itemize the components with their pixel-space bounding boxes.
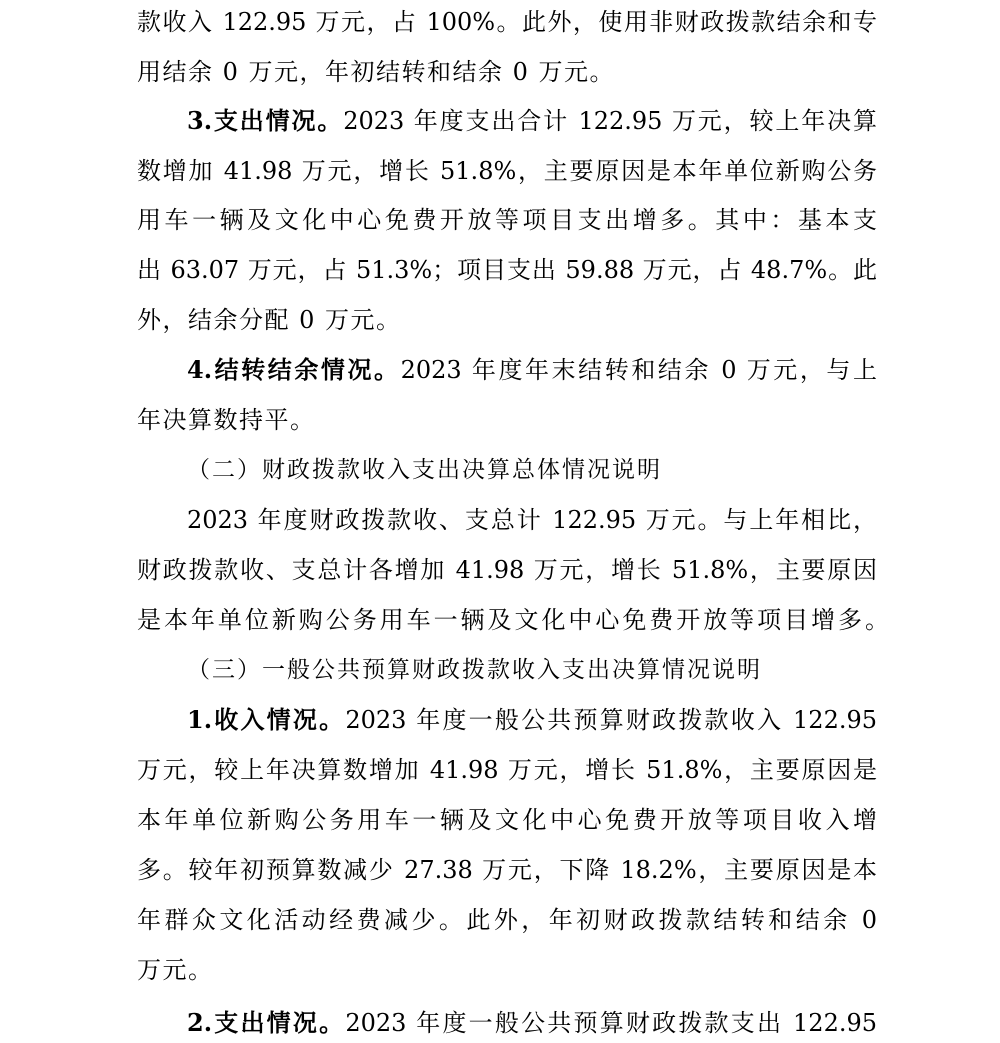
paragraph-line xyxy=(137,52,877,92)
line-text: 2023 年度年末结转和结余 0 万元，与上 xyxy=(400,356,877,384)
line-text: 2023 年度一般公共预算财政拨款收入 122.95 xyxy=(345,706,878,734)
line-text: 外，结余分配 0 万元。 xyxy=(137,306,402,334)
line-text: 用车一辆及文化中心免费开放等项目支出增多。其中：基本支 xyxy=(137,206,877,234)
paragraph-line xyxy=(137,850,877,890)
paragraph-line xyxy=(137,400,877,440)
paragraph-line xyxy=(137,2,877,42)
paragraph-line xyxy=(137,800,877,840)
line-text: 款收入 122.95 万元，占 100%。此外，使用非财政拨款结余和专 xyxy=(137,8,877,36)
line-text: 数增加 41.98 万元，增长 51.8%，主要原因是本年单位新购公务 xyxy=(137,157,877,185)
paragraph-line xyxy=(137,900,877,940)
subsection-heading xyxy=(187,450,907,490)
paragraph-line xyxy=(187,1003,877,1043)
subsection-heading xyxy=(187,650,797,690)
paragraph-line xyxy=(187,350,877,390)
line-text: 2023 年度一般公共预算财政拨款支出 122.95 xyxy=(345,1009,878,1037)
line-text: 年决算数持平。 xyxy=(137,406,316,434)
paragraph-line xyxy=(187,700,877,740)
line-text: 是本年单位新购公务用车一辆及文化中心免费开放等项目增多。 xyxy=(137,606,889,634)
paragraph-line xyxy=(137,600,889,640)
section-heading: 2.支出情况。 xyxy=(187,1008,346,1037)
line-text: 年群众文化活动经费减少。此外，年初财政拨款结转和结余 0 xyxy=(137,906,877,934)
section-heading: 1.收入情况。 xyxy=(187,705,346,734)
paragraph-line xyxy=(187,500,877,540)
section-heading: 3.支出情况。 xyxy=(187,106,344,135)
section-heading: 4.结转结余情况。 xyxy=(187,355,401,384)
line-text: 财政拨款收、支总计各增加 41.98 万元，增长 51.8%，主要原因 xyxy=(137,556,877,584)
line-text: 多。较年初预算数减少 27.38 万元，下降 18.2%，主要原因是本 xyxy=(137,856,877,884)
line-text: 本年单位新购公务用车一辆及文化中心免费开放等项目收入增 xyxy=(137,806,877,834)
line-text: 用结余 0 万元，年初结转和结余 0 万元。 xyxy=(137,58,616,86)
paragraph-line xyxy=(137,550,877,590)
paragraph-line xyxy=(137,950,877,990)
line-text: 2023 年度支出合计 122.95 万元，较上年决算 xyxy=(343,107,877,135)
line-text: 万元，较上年决算数增加 41.98 万元，增长 51.8%，主要原因是 xyxy=(137,756,877,784)
paragraph-line xyxy=(137,200,877,240)
line-text: （三）一般公共预算财政拨款收入支出决算情况说明 xyxy=(187,657,762,683)
paragraph-line xyxy=(137,750,877,790)
line-text: 万元。 xyxy=(137,956,214,984)
paragraph-line xyxy=(187,101,877,141)
paragraph-line xyxy=(137,300,877,340)
paragraph-line xyxy=(137,250,877,290)
line-text: 出 63.07 万元，占 51.3%；项目支出 59.88 万元，占 48.7%。此 xyxy=(137,256,877,284)
line-text: （二）财政拨款收入支出决算总体情况说明 xyxy=(187,457,662,483)
paragraph-line xyxy=(137,151,877,191)
line-text: 2023 年度财政拨款收、支总计 122.95 万元。与上年相比， xyxy=(187,506,877,534)
